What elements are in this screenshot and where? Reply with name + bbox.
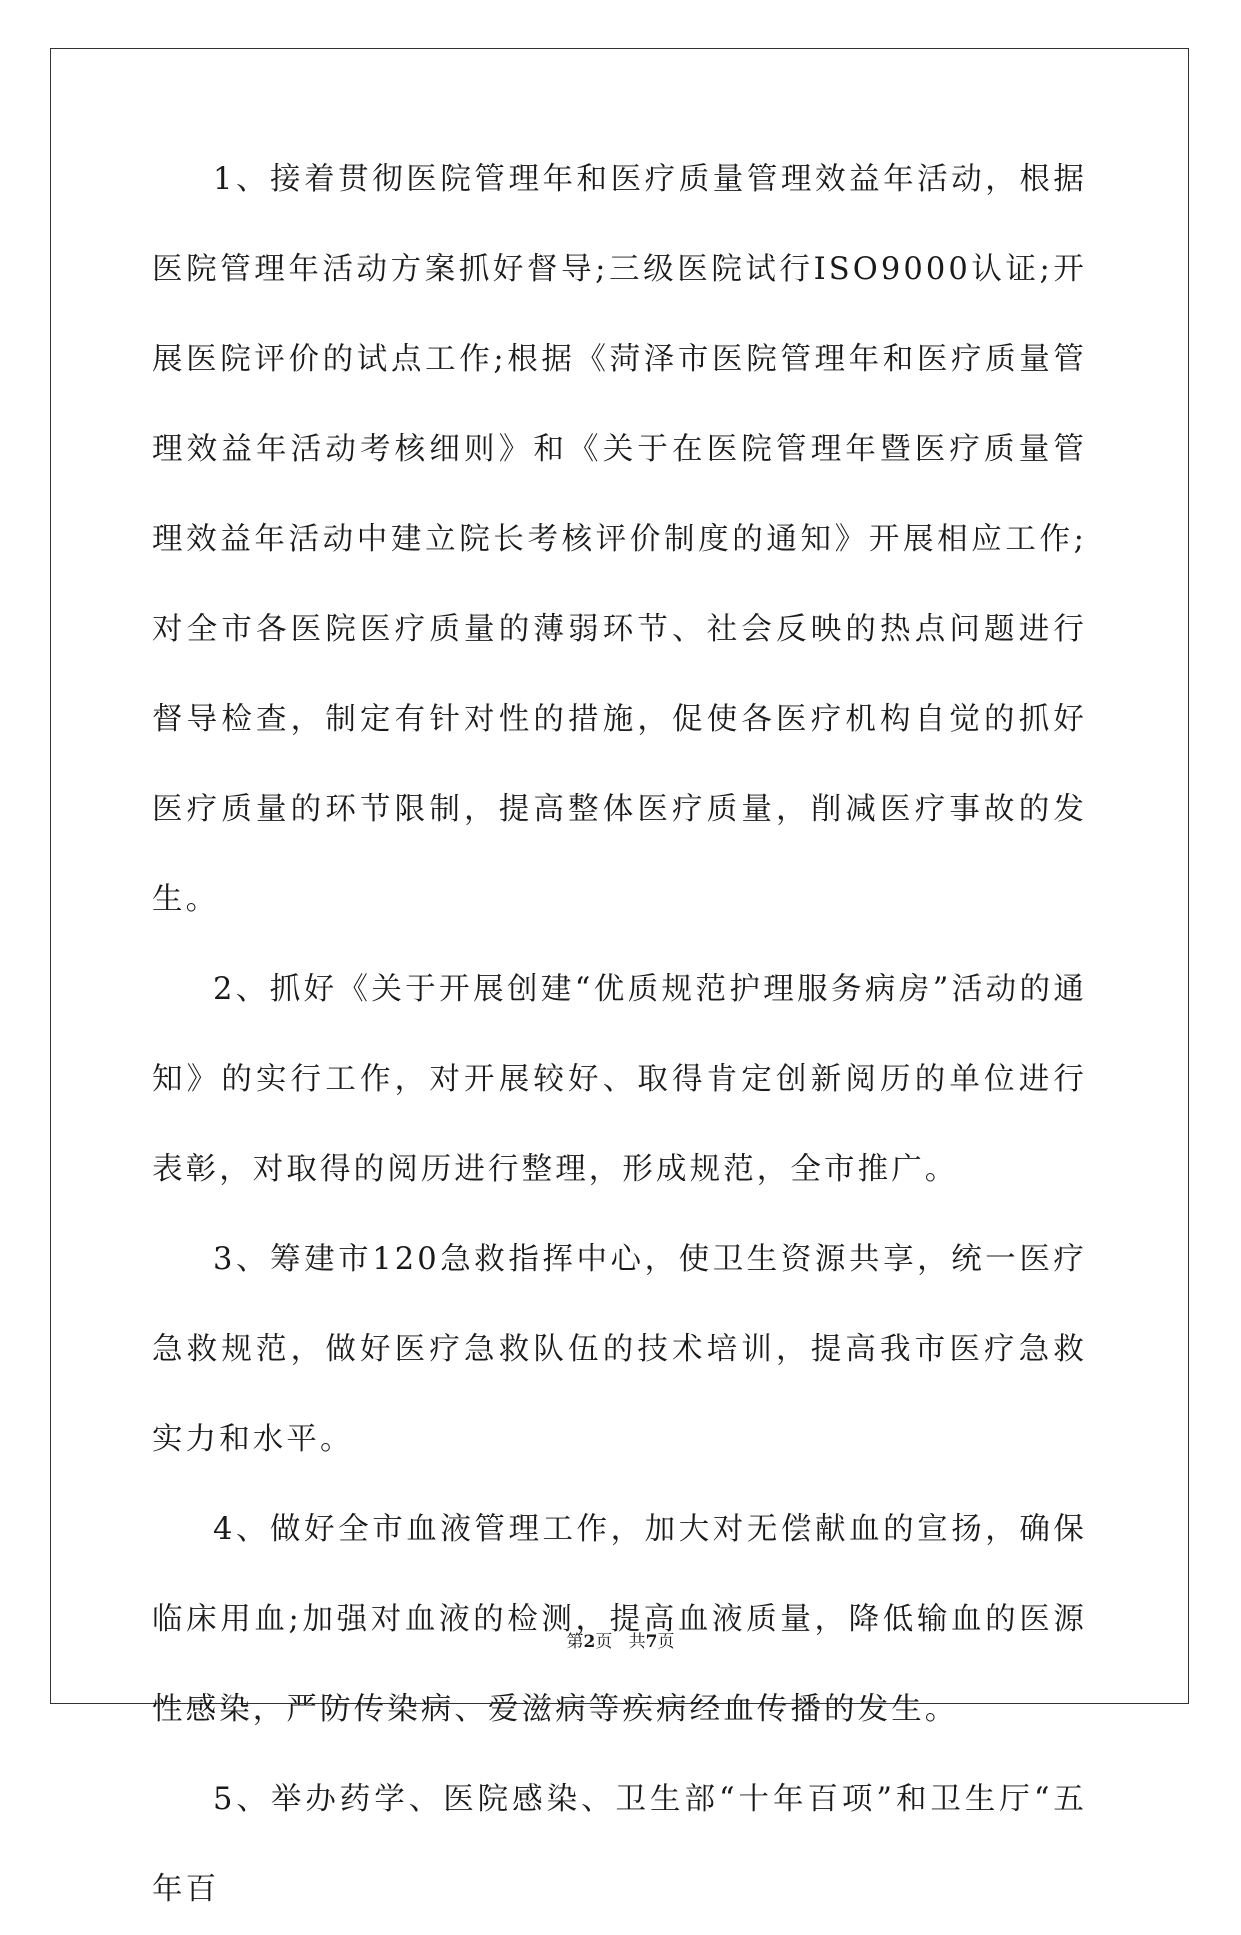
page-prefix: 第	[566, 1632, 584, 1652]
document-body	[152, 160, 1087, 1935]
total-prefix: 共	[628, 1632, 646, 1652]
paragraph-5: 5、举办药学、医院感染、卫生部“十年百项”和卫生厅“五年百	[152, 1782, 1087, 1907]
page-footer	[0, 1627, 1241, 1652]
paragraph-2: 2、抓好《关于开展创建“优质规范护理服务病房”活动的通知》的实行工作，对开展较好、取得肯定创新阅历的单位进行表彰，对取得的阅历进行整理，形成规范，全市推广。	[152, 972, 1087, 1187]
paragraph-3: 3、筹建市120急救指挥中心，使卫生资源共享，统一医疗急救规范，做好医疗急救队伍的技术培训，提高我市医疗急救实力和水平。	[152, 1242, 1087, 1457]
total-suffix: 页	[657, 1632, 675, 1652]
page-number: 2	[583, 1632, 596, 1652]
total-pages: 7	[645, 1632, 658, 1652]
page-suffix: 页	[595, 1632, 613, 1652]
paragraph-1: 1、接着贯彻医院管理年和医疗质量管理效益年活动，根据医院管理年活动方案抓好督导;三级医院试行ISO9000认证;开展医院评价的试点工作;根据《菏泽市医院管理年和医疗质量管理效益年活动考核细则》和《关于在医院管理年暨医疗质量管理效益年活动中建立院长考核评价制度的通知》开展相应工作;对全市各医院医疗质量的薄弱环节、社会反映的热点问题进行督导检查，制定有针对性的措施，促使各医疗机构自觉的抓好医疗质量的环节限制，提高整体医疗质量，削减医疗事故的发生。	[152, 162, 1087, 917]
paragraph-4: 4、做好全市血液管理工作，加大对无偿献血的宣扬，确保临床用血;加强对血液的检测，提高血液质量，降低输血的医源性感染，严防传染病、爱滋病等疾病经血传播的发生。	[152, 1512, 1087, 1727]
